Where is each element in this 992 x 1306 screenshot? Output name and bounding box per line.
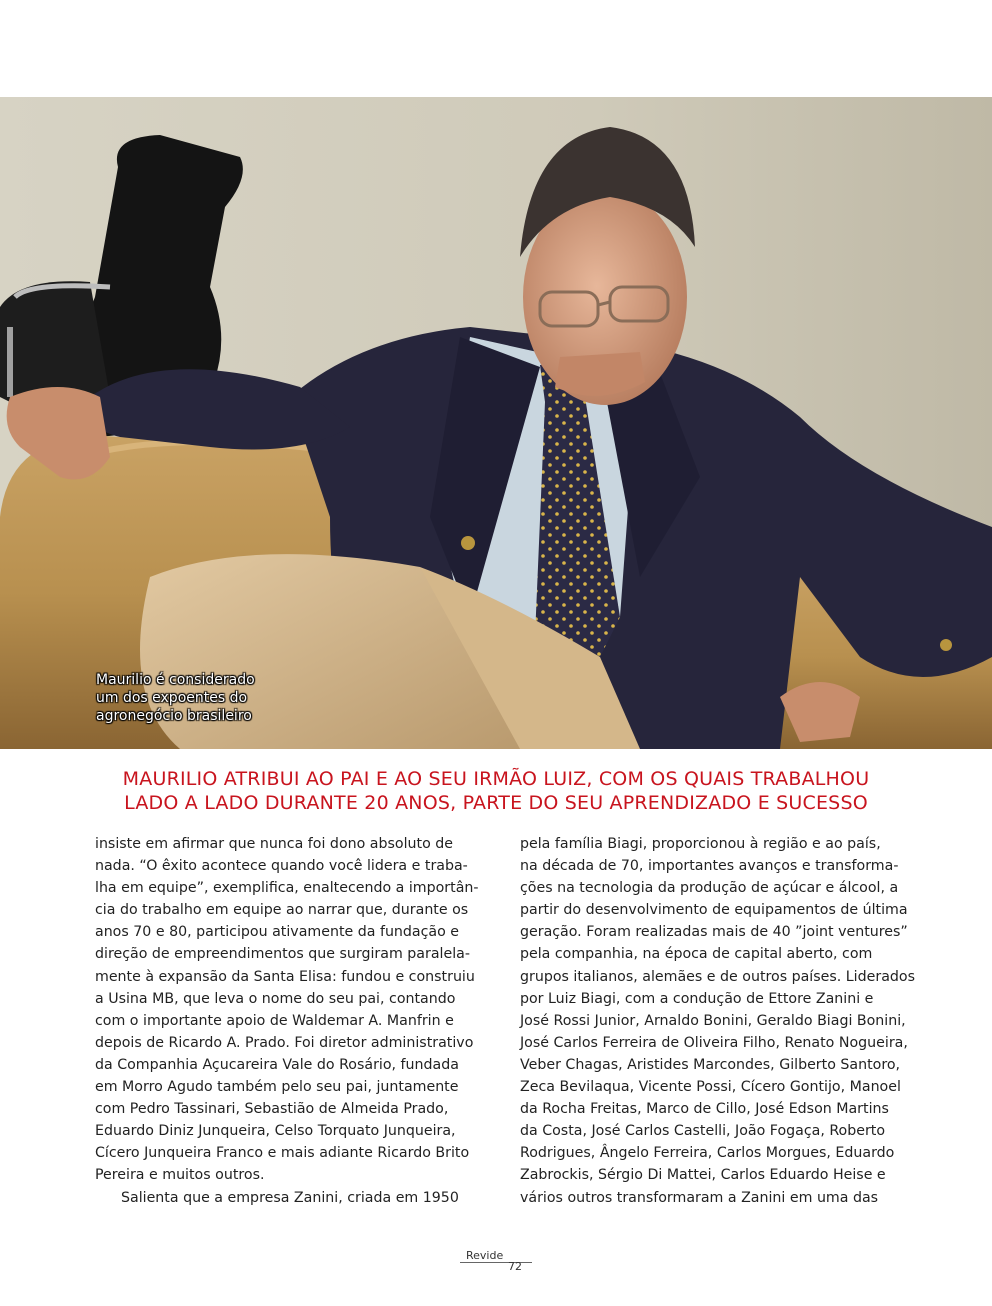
text-line: a Usina MB, que leva o nome do seu pai, contando xyxy=(95,990,456,1007)
text-line: insiste em afirmar que nunca foi dono absoluto de xyxy=(95,836,453,852)
text-line: geração. Foram realizadas mais de 40 ”joint ventures” xyxy=(520,924,908,941)
text-line: cia do trabalho em equipe ao narrar que, durante os xyxy=(95,902,469,919)
text-line: Veber Chagas, Aristides Marcondes, Gilberto Santoro, xyxy=(520,1056,901,1073)
text-line: da Costa, José Carlos Castelli, João Fogaça, Roberto xyxy=(520,1123,886,1140)
page-folio xyxy=(460,1251,532,1273)
text-line: direção de empreendimentos que surgiram paralela- xyxy=(95,946,470,963)
headline-line: MAURILIO ATRIBUI AO PAI E AO SEU IRMÃO LUIZ, COM OS QUAIS TRABALHOU xyxy=(122,768,870,790)
text-line: vários outros transformaram a Zanini em uma das xyxy=(520,1189,879,1206)
article-right-column xyxy=(520,833,915,1209)
pull-quote-headline xyxy=(40,767,952,815)
text-line: José Carlos Ferreira de Oliveira Filho, Renato Nogueira, xyxy=(520,1034,908,1051)
text-line: depois de Ricardo A. Prado. Foi diretor administrativo xyxy=(95,1034,474,1051)
text-line: na década de 70, importantes avanços e transforma- xyxy=(520,858,899,875)
magazine-name: Revide xyxy=(466,1249,504,1262)
text-line: com o importante apoio de Waldemar A. Manfrin e xyxy=(95,1012,454,1029)
portrait-photo xyxy=(0,97,992,749)
caption-line: um dos expoentes do xyxy=(96,690,248,706)
photo-caption xyxy=(96,671,286,725)
article-left-column xyxy=(95,833,485,1209)
text-line: lha em equipe”, exemplifica, enaltecendo a importân- xyxy=(95,880,479,897)
text-line: Rodrigues, Ângelo Ferreira, Carlos Morgues, Eduardo xyxy=(520,1145,895,1162)
text-line: da Rocha Freitas, Marco de Cillo, José Edson Martins xyxy=(520,1101,889,1118)
text-line: Zabrockis, Sérgio Di Mattei, Carlos Eduardo Heise e xyxy=(520,1167,886,1184)
text-line: partir do desenvolvimento de equipamentos de última xyxy=(520,902,908,919)
text-line: da Companhia Açucareira Vale do Rosário, fundada xyxy=(95,1056,459,1073)
text-line: pela companhia, na época de capital aberto, com xyxy=(520,946,873,963)
text-line: pela família Biagi, proporcionou à região e ao país, xyxy=(520,836,881,852)
text-line: com Pedro Tassinari, Sebastião de Almeida Prado, xyxy=(95,1101,449,1118)
text-line: José Rossi Junior, Arnaldo Bonini, Geraldo Biagi Bonini, xyxy=(520,1012,906,1029)
text-line: mente à expansão da Santa Elisa: fundou e construiu xyxy=(95,968,475,985)
caption-line: Maurilio é considerado xyxy=(96,672,255,688)
text-line: anos 70 e 80, participou ativamente da fundação e xyxy=(95,924,460,941)
text-line: ções na tecnologia da produção de açúcar e álcool, a xyxy=(520,880,899,897)
text-line: nada. “O êxito acontece quando você lidera e traba- xyxy=(95,858,468,875)
text-line: grupos italianos, alemães e de outros países. Liderados xyxy=(520,968,915,985)
text-line: Eduardo Diniz Junqueira, Celso Torquato Junqueira, xyxy=(95,1123,456,1140)
text-line: Zeca Bevilaqua, Vicente Possi, Cícero Gontijo, Manoel xyxy=(520,1079,901,1096)
headline-line: LADO A LADO DURANTE 20 ANOS, PARTE DO SEU APRENDIZADO E SUCESSO xyxy=(124,792,868,814)
text-line: por Luiz Biagi, com a condução de Ettore Zanini e xyxy=(520,990,874,1007)
caption-line: agronegócio brasileiro xyxy=(96,708,252,724)
text-line: em Morro Agudo também pelo seu pai, juntamente xyxy=(95,1079,459,1096)
text-line: Pereira e muitos outros. xyxy=(95,1167,265,1184)
page-number: 72 xyxy=(508,1260,522,1273)
text-line: Salienta que a empresa Zanini, criada em 1950 xyxy=(121,1189,459,1206)
text-line: Cícero Junqueira Franco e mais adiante Ricardo Brito xyxy=(95,1145,470,1162)
